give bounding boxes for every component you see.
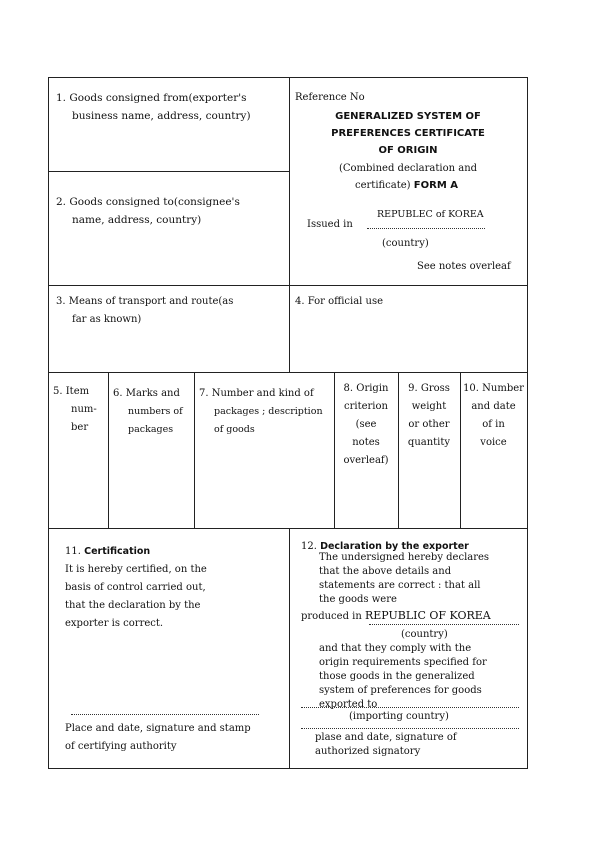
divider [49, 285, 527, 286]
box12-line: origin requirements specified for [319, 657, 487, 668]
col10-line: 10. Number [463, 383, 524, 394]
box12-title: Declaration by the exporter [320, 541, 469, 552]
title-line: GENERALIZED SYSTEM OF [335, 111, 481, 122]
col5-header [53, 383, 97, 437]
col6-line: packages [128, 424, 174, 435]
box11-line: exporter is correct. [65, 618, 164, 629]
col5-line: num- [71, 404, 97, 415]
country-line [369, 624, 519, 625]
form-a-label: FORM A [413, 180, 458, 191]
box3-label: 3. Means of transport and route(as [56, 296, 234, 307]
box11-heading [65, 543, 150, 561]
box2-label: 2. Goods consigned to(consignee's [56, 196, 240, 208]
col10-line: of in [482, 419, 505, 430]
box12-line: those goods in the generalized [319, 671, 475, 682]
col8-line: (see [355, 419, 377, 430]
title-line: OF ORIGIN [378, 145, 438, 156]
box12-number: 12. [301, 541, 317, 552]
box2-label: name, address, country) [72, 214, 202, 226]
divider [108, 372, 109, 528]
box3-label: far as known) [72, 314, 142, 325]
col5-line: 5. Item [53, 386, 90, 397]
exporter-signature-line [301, 728, 519, 729]
col8-line: criterion [344, 401, 388, 412]
box12-signature-caption: plase and date, signature of [315, 732, 457, 743]
produced-in-label: produced in [301, 611, 362, 622]
divider [289, 528, 290, 768]
box11-line: that the declaration by the [65, 600, 201, 611]
col8-header [334, 380, 398, 470]
subtitle-line: (Combined declaration and [338, 163, 478, 174]
col7-header [199, 385, 323, 439]
box12-line: and that they comply with the [319, 643, 472, 654]
box11-line: It is hereby certified, on the [65, 564, 207, 575]
box4-label: 4. For official use [295, 296, 384, 307]
notes-overleaf: See notes overleaf [417, 261, 511, 272]
col9-line: 9. Gross [408, 383, 450, 394]
box11-number: 11. [65, 546, 81, 557]
box12-line: system of preferences for goods [319, 685, 482, 696]
box12-line: the goods were [319, 594, 397, 605]
col8-line: 8. Origin [343, 383, 389, 394]
box1-label: 1. Goods consigned from(exporter's [56, 92, 247, 104]
col10-line: voice [480, 437, 507, 448]
reference-label: Reference No [295, 92, 365, 103]
title-line: PREFERENCES CERTIFICATE [331, 128, 485, 139]
issued-in-label: Issued in [307, 219, 353, 230]
box12-line: The undersigned hereby declares [319, 552, 490, 563]
box11-title: Certification [84, 546, 151, 557]
col9-line: quantity [407, 437, 451, 448]
subtitle-line [355, 177, 458, 195]
col7-line: packages ; description [214, 406, 323, 417]
box12-country-caption: (country) [401, 629, 448, 640]
col9-header [398, 380, 460, 452]
divider [49, 171, 289, 172]
country-caption: (country) [382, 238, 429, 249]
certificate-form [48, 77, 528, 769]
col5-line: ber [71, 422, 89, 433]
issued-country-line [367, 228, 485, 229]
col10-line: and date [471, 401, 516, 412]
col6-line: 6. Marks and [113, 388, 180, 399]
col9-line: weight [411, 401, 447, 412]
issued-country: REPUBLEC of KOREA [377, 209, 484, 220]
box12-line: that the above details and [319, 566, 452, 577]
signature-line [71, 714, 259, 715]
col7-line: 7. Number and kind of [199, 388, 314, 399]
col8-line: overleaf) [343, 455, 389, 466]
divider [49, 528, 527, 529]
box11-signature-caption: of certifying authority [65, 741, 177, 752]
box1-label: business name, address, country) [72, 110, 251, 122]
box12-line: statements are correct : that all [319, 580, 481, 591]
col6-line: numbers of [128, 406, 183, 417]
produced-country: REPUBLIC OF KOREA [364, 609, 491, 622]
importing-country-caption: (importing country) [349, 711, 449, 722]
col9-line: or other [408, 419, 450, 430]
divider [194, 372, 195, 528]
box12-signature-caption: authorized signatory [315, 746, 421, 757]
box11-line: basis of control carried out, [65, 582, 206, 593]
box11-signature-caption: Place and date, signature and stamp [65, 723, 251, 734]
divider [49, 372, 527, 373]
box12-line: exported to [319, 699, 378, 710]
subtitle-certificate: certificate) [355, 180, 411, 191]
col7-line: of goods [214, 424, 255, 435]
col10-header [460, 380, 527, 452]
col8-line: notes [352, 437, 380, 448]
col6-header [113, 385, 183, 439]
